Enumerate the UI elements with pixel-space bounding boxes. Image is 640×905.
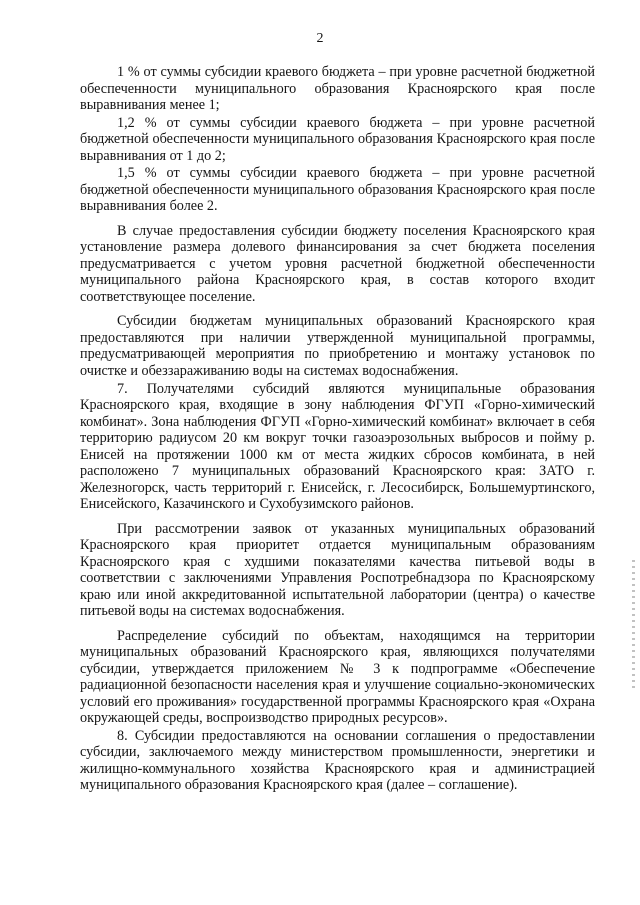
- paragraph: 8. Субсидии предоставляются на основании соглашения о предоставлении субсидии, заключаемого между министерством промышленности, энергетики и жилищно-коммунального хозяйства Красноярского края и администрацией муниципального образования Красноярского края (далее – соглашение).: [80, 727, 595, 794]
- paragraph: 7. Получателями субсидий являются муниципальные образования Красноярского края, входящие в зону наблюдения ФГУП «Горно-химический комбинат». Зона наблюдения ФГУП «Горно-химический комбинат» включает в себя территорию радиусом 20 км вокруг точки газоаэрозольных выбросов и пойму р. Енисей на протяжении 1000 км от места жидких сбросов комбината, в ней расположено 7 муниципальных образований Красноярского края: ЗАТО г. Железногорск, часть территорий г. Енисейск, г. Лесосибирск, Большемуртинского, Енисейского, Казачинского и Сухобузимского районов.: [80, 380, 595, 513]
- paragraph: 1,2 % от суммы субсидии краевого бюджета – при уровне расчетной бюджетной обеспеченности муниципального образования Красноярского края после выравнивания от 1 до 2;: [80, 114, 595, 164]
- scan-edge-mark: [632, 560, 635, 690]
- document-body: [80, 64, 595, 795]
- paragraph: Распределение субсидий по объектам, находящимся на территории муниципальных образований Красноярского края, являющихся получателями субсидии, утверждается приложением № 3 к подпрограмме «Обеспечение радиационной безопасности населения края и улучшение социально-экономических условий его проживания» государственной программы Красноярского края «Охрана окружающей среды, воспроизводство природных ресурсов».: [80, 627, 595, 727]
- paragraph: 1 % от суммы субсидии краевого бюджета – при уровне расчетной бюджетной обеспеченности муниципального образования Красноярского края после выравнивания менее 1;: [80, 64, 595, 113]
- paragraph: В случае предоставления субсидии бюджету поселения Красноярского края установление размера долевого финансирования за счет бюджета поселения предусматривается с учетом уровня расчетной бюджетной обеспеченности муниципального района Красноярского края, в состав которого входит соответствующее поселение.: [80, 222, 595, 305]
- page-number: 2: [316, 31, 324, 46]
- paragraph: 1,5 % от суммы субсидии краевого бюджета – при уровне расчетной бюджетной обеспеченности муниципального образования Красноярского края после выравнивания более 2.: [80, 165, 595, 215]
- paragraph: При рассмотрении заявок от указанных муниципальных образований Красноярского края приоритет отдается муниципальным образованиям Красноярского края с худшими показателями качества питьевой воды в соответствии с заключениями Управления Роспотребнадзора по Красноярскому краю или иной аккредитованной испытательной лаборатории (центра) о качестве питьевой воды на системах водоснабжения.: [80, 520, 595, 620]
- paragraph: Субсидии бюджетам муниципальных образований Красноярского края предоставляются при наличии утвержденной муниципальной программы, предусматривающей мероприятия по приобретению и монтажу установок по очистке и обеззараживанию воды на системах водоснабжения.: [80, 313, 595, 379]
